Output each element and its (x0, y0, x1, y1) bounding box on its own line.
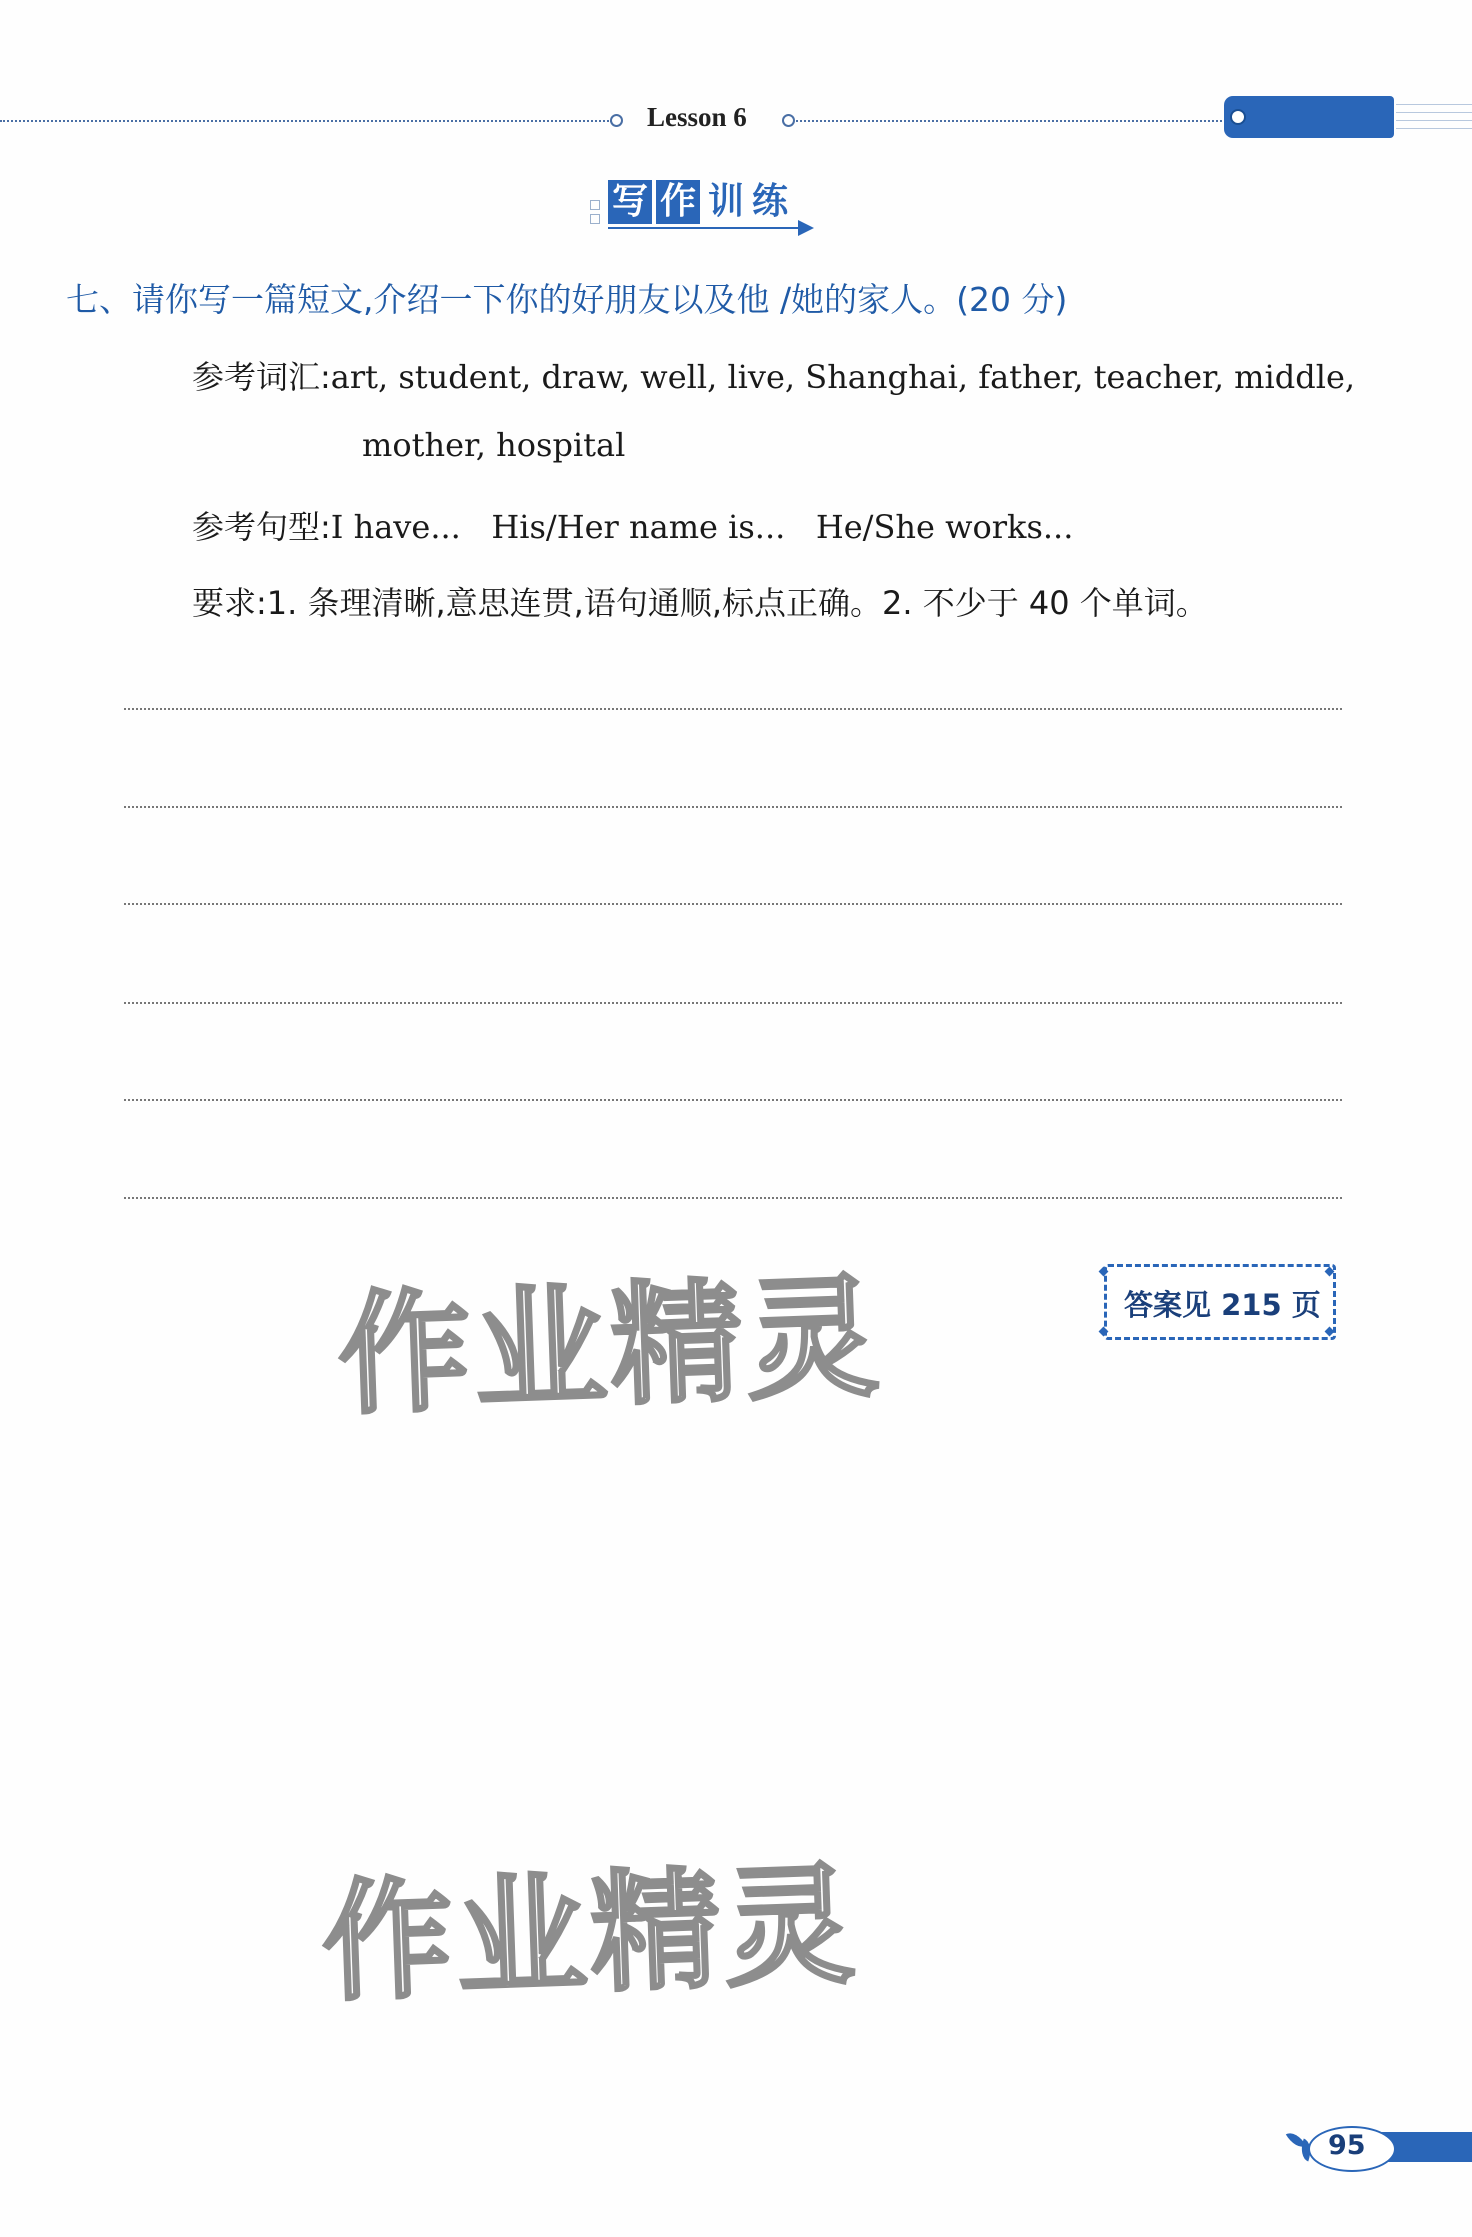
header-hairline (1396, 112, 1472, 113)
lesson-label: Lesson 6 (647, 102, 747, 132)
watermark: 作业精灵 (335, 1260, 885, 1434)
watermark: 作业精灵 (319, 1848, 861, 2020)
vocab-words-1: art, student, draw, well, live, Shanghai, father, teacher, middle, (330, 358, 1356, 396)
header-tab (1224, 96, 1394, 138)
writing-line[interactable] (124, 1002, 1342, 1004)
heading-arrow-line (608, 227, 800, 229)
header-hairline (1396, 128, 1472, 129)
writing-line[interactable] (124, 1099, 1342, 1101)
writing-line[interactable] (124, 1197, 1342, 1199)
heading-char: 练 (752, 181, 789, 222)
header-rule-right (796, 120, 1226, 122)
writing-line[interactable] (124, 708, 1342, 710)
requirement-text: 1. 条理清晰,意思连贯,语句通顺,标点正确。2. 不少于 40 个单词。 (266, 584, 1208, 622)
header-hairline (1396, 104, 1472, 105)
writing-line[interactable] (124, 806, 1342, 808)
writing-line[interactable] (124, 903, 1342, 905)
requirement-line (192, 578, 1208, 624)
page-number: 95 (1328, 2130, 1366, 2161)
header-rule-left-end (610, 114, 623, 127)
header-rule-left (0, 120, 612, 122)
pattern-label: 参考句型: (192, 508, 331, 546)
answer-reference-text: 答案见 215 页 (1124, 1288, 1321, 1322)
heading-deco-square (590, 214, 600, 224)
requirement-label: 要求: (192, 584, 267, 622)
pattern-text: I have... His/Her name is... He/She works... (330, 508, 1074, 546)
heading-arrow-head (798, 220, 814, 236)
header-tab-dot (1230, 109, 1246, 125)
question-title: 七、请你写一篇短文,介绍一下你的好朋友以及他 /她的家人。(20 分) (66, 280, 1068, 319)
heading-char: 训 (708, 181, 745, 222)
vocab-line-1 (192, 352, 1355, 398)
header-rule-right-start (782, 114, 795, 127)
vocab-line-2: mother, hospital (362, 426, 626, 464)
heading-char-boxed: 作 (656, 180, 700, 224)
header-hairline (1396, 120, 1472, 121)
vocab-label: 参考词汇: (192, 358, 331, 396)
pattern-line (192, 502, 1073, 548)
heading-deco-square (590, 200, 600, 210)
heading-char-boxed: 写 (608, 180, 652, 224)
